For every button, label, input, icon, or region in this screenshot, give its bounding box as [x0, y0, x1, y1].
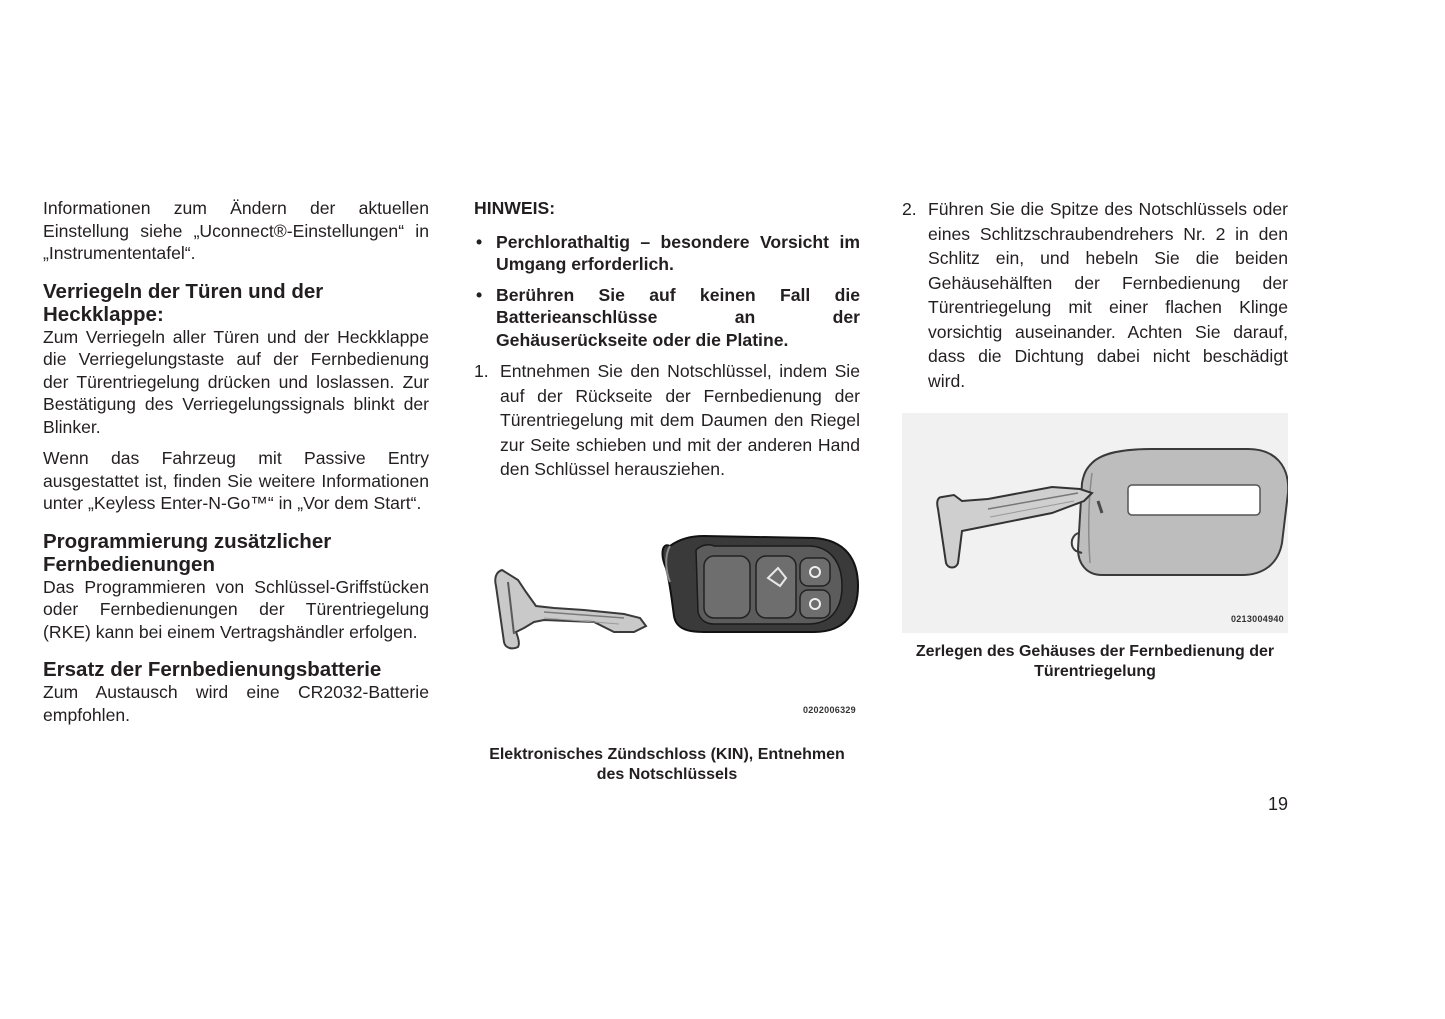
- step-2-text: Führen Sie die Spitze des Notschlüssels oder eines Schlitzschraubendrehers Nr. 2 in den Schlitz ein, und hebeln Sie die beiden Gehäusehälften der Fernbedienung der Türentriegelung mit einer flachen Klinge vorsichtig auseinander. Achten Sie darauf, dass die Dichtung dabei nicht beschädigt wird.: [928, 199, 1288, 391]
- fob-disassembly-illustration: [902, 413, 1288, 648]
- passive-entry-paragraph: Wenn das Fahrzeug mit Passive Entry ausgestattet ist, finden Sie weitere Informationen unter „Keyless Enter-N-Go™“ in „Vor dem Start“.: [43, 448, 429, 513]
- step-2-number: 2.: [902, 199, 917, 219]
- figure-fob-disassembly: [902, 413, 1288, 648]
- heading-programming-line1: Programmierung zusätzlicher: [43, 529, 332, 553]
- battery-paragraph: Zum Austausch wird eine CR2032-Batterie empfohlen.: [43, 682, 429, 725]
- step-1: [474, 359, 860, 482]
- right-column: [902, 197, 1288, 682]
- figure-code: 0213004940: [1230, 614, 1284, 624]
- note-label: HINWEIS:: [474, 198, 556, 218]
- bullet-icon: •: [476, 284, 483, 305]
- intro-paragraph: Informationen zum Ändern der aktuellen Einstellung siehe „Uconnect®-Einstellungen“ in „Instrumententafel“.: [43, 198, 429, 263]
- key-fob-body-icon: [663, 536, 858, 632]
- step-1-number: 1.: [474, 361, 489, 381]
- middle-column: [474, 197, 860, 785]
- figure-caption: Zerlegen des Gehäuses der Fernbedienung der Türentriegelung: [915, 643, 1275, 680]
- step-2: [902, 197, 1288, 393]
- heading-battery: Ersatz der Fernbedienungsbatterie: [43, 658, 382, 681]
- key-fob-illustration: [474, 482, 860, 737]
- heading-lock-doors-line1: Verriegeln der Türen und der: [43, 279, 324, 303]
- key-fob-housing-icon: [1072, 449, 1288, 575]
- programming-paragraph: Das Programmieren von Schlüssel-Griffstücken oder Fernbedienungen der Türentriegelung (RKE) kann bei einem Vertragshändler erfolgen.: [43, 576, 429, 642]
- heading-programming: [43, 530, 429, 576]
- list-item: • Perchlorathaltig – besondere Vorsicht im Umgang erforderlich.: [476, 231, 860, 274]
- heading-lock-doors: [43, 280, 429, 326]
- figure-key-fob-emergency-key: [474, 482, 860, 737]
- bullet-icon: •: [476, 231, 483, 252]
- figure-caption: Elektronisches Zündschloss (KIN), Entnehmen des Notschlüssels: [489, 745, 845, 783]
- page-number: 19: [1267, 794, 1288, 814]
- step-1-text: Entnehmen Sie den Notschlüssel, indem Sie auf der Rückseite der Fernbedienung der Türentriegelung mit dem Daumen den Riegel zur Seite schieben und mit der anderen Hand den Schlüssel herausziehen.: [500, 361, 860, 479]
- left-column: [43, 197, 429, 726]
- heading-programming-line2: Fernbedienungen: [43, 552, 215, 576]
- lock-doors-paragraph: Zum Verriegeln aller Türen und der Heckklappe die Verriegelungstaste auf der Fernbedienung der Türentriegelung drücken und loslassen. Zur Bestätigung des Verriegelungssignals blinkt der Blinker.: [43, 326, 429, 437]
- list-item: • Berühren Sie auf keinen Fall die Batterieanschlüsse an der Gehäuserückseite oder die Platine.: [476, 284, 860, 350]
- emergency-key-icon: [495, 570, 646, 648]
- figure-code: 0202006329: [802, 704, 856, 715]
- note-bullets: [474, 231, 860, 352]
- heading-lock-doors-line2: Heckklappe:: [43, 302, 164, 326]
